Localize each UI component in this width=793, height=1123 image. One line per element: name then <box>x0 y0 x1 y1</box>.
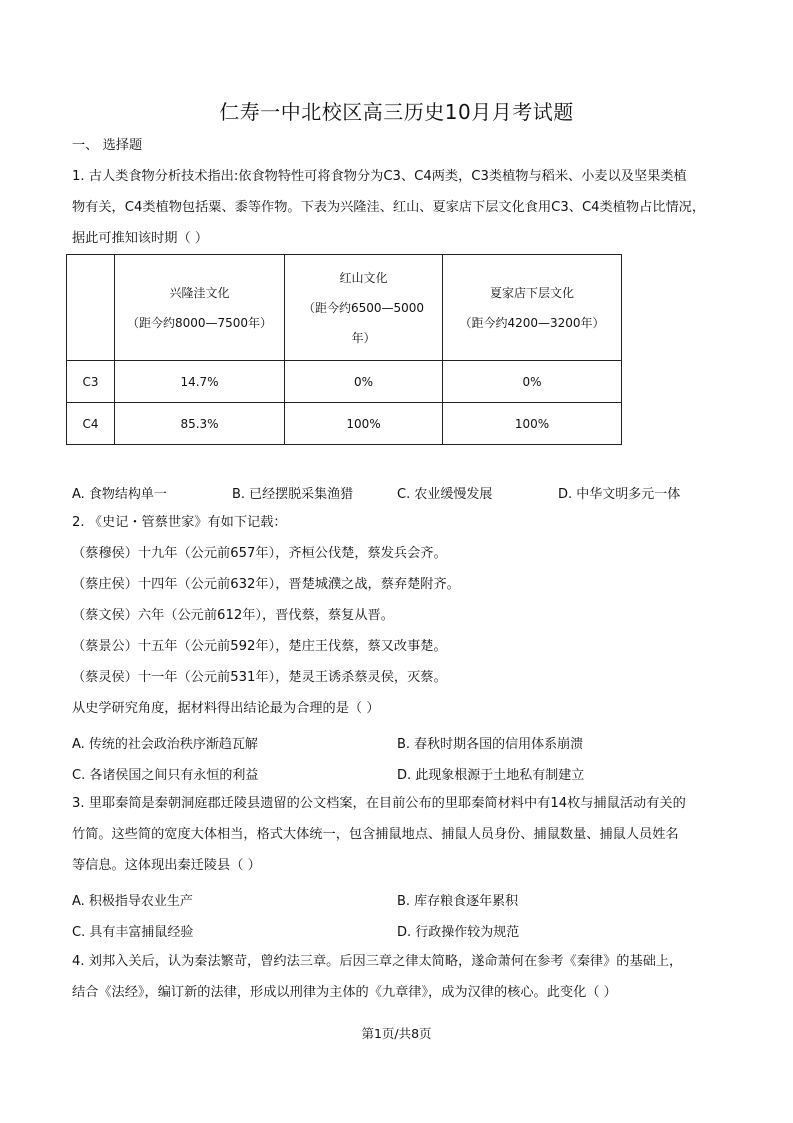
q2-record: （蔡穆侯）十九年（公元前657年），齐桓公伐楚，蔡发兵会齐。 <box>72 546 447 561</box>
header-name: 红山文化 <box>339 270 388 285</box>
option-c: C. 农业缓慢发展 <box>397 487 493 502</box>
q2-record: （蔡文侯）六年（公元前612年），晋伐蔡，蔡复从晋。 <box>72 608 394 623</box>
q4-line-1: 4. 刘邦入关后，认为秦法繁苛，曾约法三章。后因三章之律太简略，遂命萧何在参考《秦律》的基础上， <box>72 954 683 969</box>
option-a: A. 传统的社会政治秩序渐趋瓦解 <box>72 737 258 752</box>
q2-intro: 2. 《史记・管蔡世家》有如下记载： <box>72 515 287 530</box>
q3-line-2: 竹简。这些简的宽度大体相当，格式大体统一，包含捕鼠地点、捕鼠人员身份、捕鼠数量、捕鼠人员姓名 <box>72 827 679 842</box>
header-xiajiadian <box>443 255 622 361</box>
header-name: 兴隆洼文化 <box>169 285 230 300</box>
header-period: （距今约6500—5000 <box>302 300 425 315</box>
table-cell: 0% <box>285 361 443 403</box>
page-title: 仁寿一中北校区高三历史10月月考试题 <box>219 100 574 124</box>
row-label: C3 <box>67 361 115 403</box>
q2-record: （蔡灵侯）十一年（公元前531年），楚灵王诱杀蔡灵侯，灭蔡。 <box>72 670 447 685</box>
option-c: C. 各诸侯国之间只有永恒的利益 <box>72 768 259 783</box>
page-footer: 第1页/共8页 <box>361 1026 432 1041</box>
option-d: D. 中华文明多元一体 <box>558 487 681 502</box>
q2-record: （蔡庄侯）十四年（公元前632年），晋楚城濮之战，蔡弃楚附齐。 <box>72 577 460 592</box>
table-row <box>67 361 622 403</box>
q1-line-3: 据此可推知该时期（ ） <box>72 231 209 246</box>
option-c: C. 具有丰富捕鼠经验 <box>72 925 194 940</box>
option-a: A. 积极指导农业生产 <box>72 894 193 909</box>
table-cell: 100% <box>443 403 622 445</box>
table-cell: 100% <box>285 403 443 445</box>
food-ratio-table <box>66 254 622 445</box>
table-row <box>67 403 622 445</box>
header-hongshan <box>285 255 443 361</box>
option-b: B. 已经摆脱采集渔猎 <box>232 487 354 502</box>
table-cell: 14.7% <box>115 361 285 403</box>
table-cell: 85.3% <box>115 403 285 445</box>
row-label: C4 <box>67 403 115 445</box>
q3-line-1: 3. 里耶秦简是秦朝洞庭郡迁陵县遗留的公文档案，在目前公布的里耶秦简材料中有14枚与捕鼠活动有关的 <box>72 796 686 811</box>
option-b: B. 春秋时期各国的信用体系崩溃 <box>397 737 584 752</box>
q2-record: （蔡景公）十五年（公元前592年），楚庄王伐蔡，蔡又改事楚。 <box>72 639 447 654</box>
q3-line-3: 等信息。这体现出秦迁陵县（ ） <box>72 858 261 873</box>
option-d: D. 此现象根源于土地私有制建立 <box>397 768 585 783</box>
option-d: D. 行政操作较为规范 <box>397 925 520 940</box>
table-corner-cell <box>67 255 115 361</box>
option-a: A. 食物结构单一 <box>72 487 167 502</box>
header-period: （距今约8000—7500年） <box>126 315 273 330</box>
option-b: B. 库存粮食逐年累积 <box>397 894 519 909</box>
header-period-cont: 年） <box>351 330 376 345</box>
header-name: 夏家店下层文化 <box>489 285 574 300</box>
q1-line-2: 物有关，C4类植物包括粟、黍等作物。下表为兴隆洼、红山、夏家店下层文化食用C3、C4类植物占比情况， <box>72 200 706 215</box>
section-heading: 一、 选择题 <box>72 138 143 153</box>
q2-question: 从史学研究角度，据材料得出结论最为合理的是（ ） <box>72 701 380 716</box>
table-cell: 0% <box>443 361 622 403</box>
header-xinglongwa <box>115 255 285 361</box>
header-period: （距今约4200—3200年） <box>459 315 605 330</box>
q4-line-2: 结合《法经》，编订新的法律，形成以刑律为主体的《九章律》，成为汉律的核心。此变化（ ） <box>72 985 617 1000</box>
q1-line-1: 1. 古人类食物分析技术指出:依食物特性可将食物分为C3、C4两类，C3类植物与稻米、小麦以及坚果类植 <box>72 169 687 184</box>
